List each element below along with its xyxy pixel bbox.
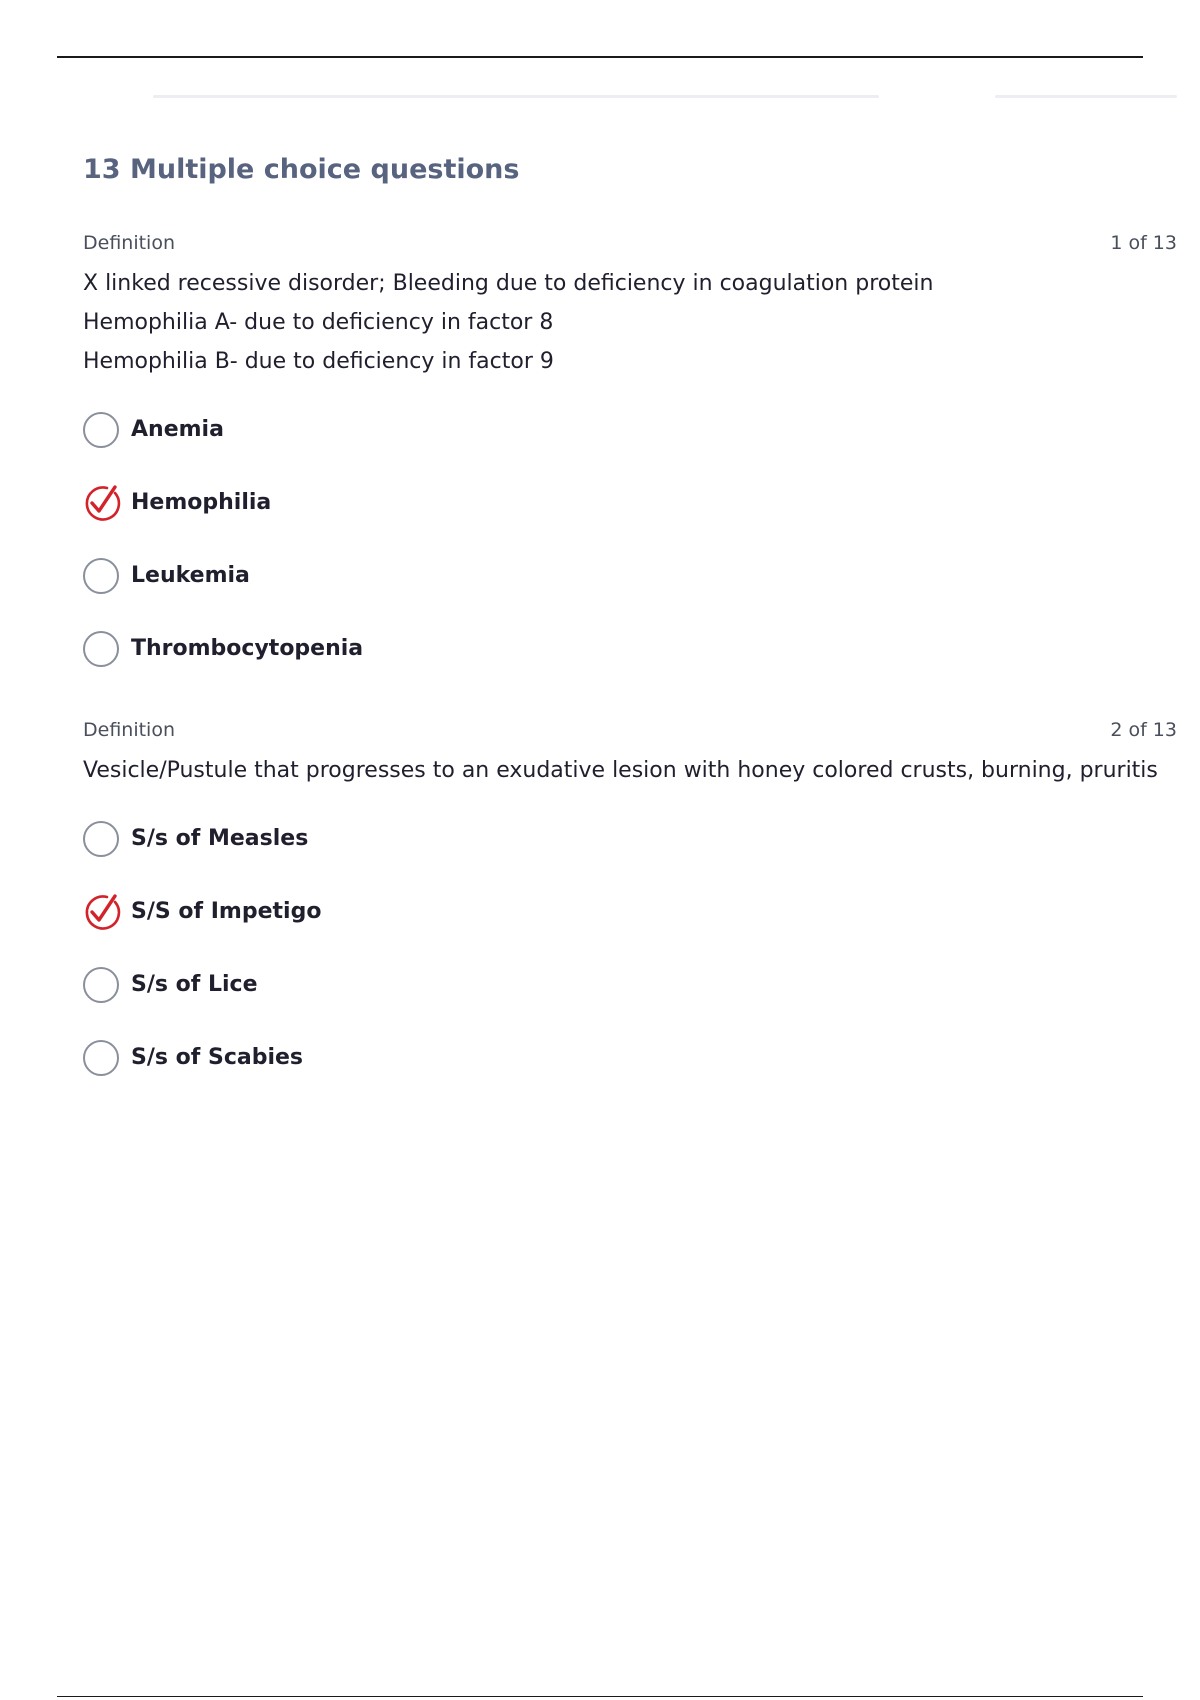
answer-options [83, 802, 1177, 1094]
answer-option-label: S/s of Lice [131, 972, 258, 997]
question-label: Definition [83, 719, 176, 741]
question-prompt [83, 751, 1177, 790]
question-1 [83, 228, 1177, 685]
bottom-rule [57, 1696, 1143, 1697]
answer-option-scabies[interactable] [83, 1021, 1177, 1094]
question-counter: 1 of 13 [1110, 232, 1177, 254]
top-rule [57, 56, 1143, 58]
radio-unselected-icon[interactable] [83, 1040, 119, 1076]
quiz-content [83, 150, 1177, 1094]
question-header [83, 228, 1177, 258]
answer-option-label: S/s of Measles [131, 826, 309, 851]
answer-option-anemia[interactable] [83, 393, 1177, 466]
question-label: Definition [83, 232, 176, 254]
answer-options [83, 393, 1177, 685]
quiz-heading: 13 Multiple choice questions [83, 154, 520, 185]
faint-divider-left [153, 95, 879, 98]
answer-option-label: Anemia [131, 417, 224, 442]
answer-option-thrombocytopenia[interactable] [83, 612, 1177, 685]
radio-unselected-icon[interactable] [83, 967, 119, 1003]
question-counter: 2 of 13 [1110, 719, 1177, 741]
answer-option-label: S/S of Impetigo [131, 899, 322, 924]
answer-option-label: S/s of Scabies [131, 1045, 304, 1070]
answer-option-label: Thrombocytopenia [131, 636, 364, 661]
answer-option-lice[interactable] [83, 948, 1177, 1021]
answer-option-impetigo[interactable] [83, 875, 1177, 948]
radio-unselected-icon[interactable] [83, 558, 119, 594]
prompt-line: Vesicle/Pustule that progresses to an exudative lesion with honey colored crusts, burning, pruritis [83, 758, 1158, 783]
check-circle-icon[interactable] [83, 894, 119, 930]
prompt-line: Hemophilia B- due to deficiency in factor 9 [83, 349, 554, 374]
answer-option-leukemia[interactable] [83, 539, 1177, 612]
answer-option-label: Hemophilia [131, 490, 272, 515]
radio-unselected-icon[interactable] [83, 821, 119, 857]
prompt-line: X linked recessive disorder; Bleeding due to deficiency in coagulation protein [83, 271, 934, 296]
faint-divider-right [995, 95, 1177, 98]
check-circle-icon[interactable] [83, 485, 119, 521]
radio-unselected-icon[interactable] [83, 631, 119, 667]
answer-option-measles[interactable] [83, 802, 1177, 875]
radio-unselected-icon[interactable] [83, 412, 119, 448]
question-2 [83, 715, 1177, 1094]
question-header [83, 715, 1177, 745]
prompt-line: Hemophilia A- due to deficiency in factor 8 [83, 310, 554, 335]
answer-option-hemophilia[interactable] [83, 466, 1177, 539]
question-prompt [83, 264, 1177, 381]
answer-option-label: Leukemia [131, 563, 250, 588]
